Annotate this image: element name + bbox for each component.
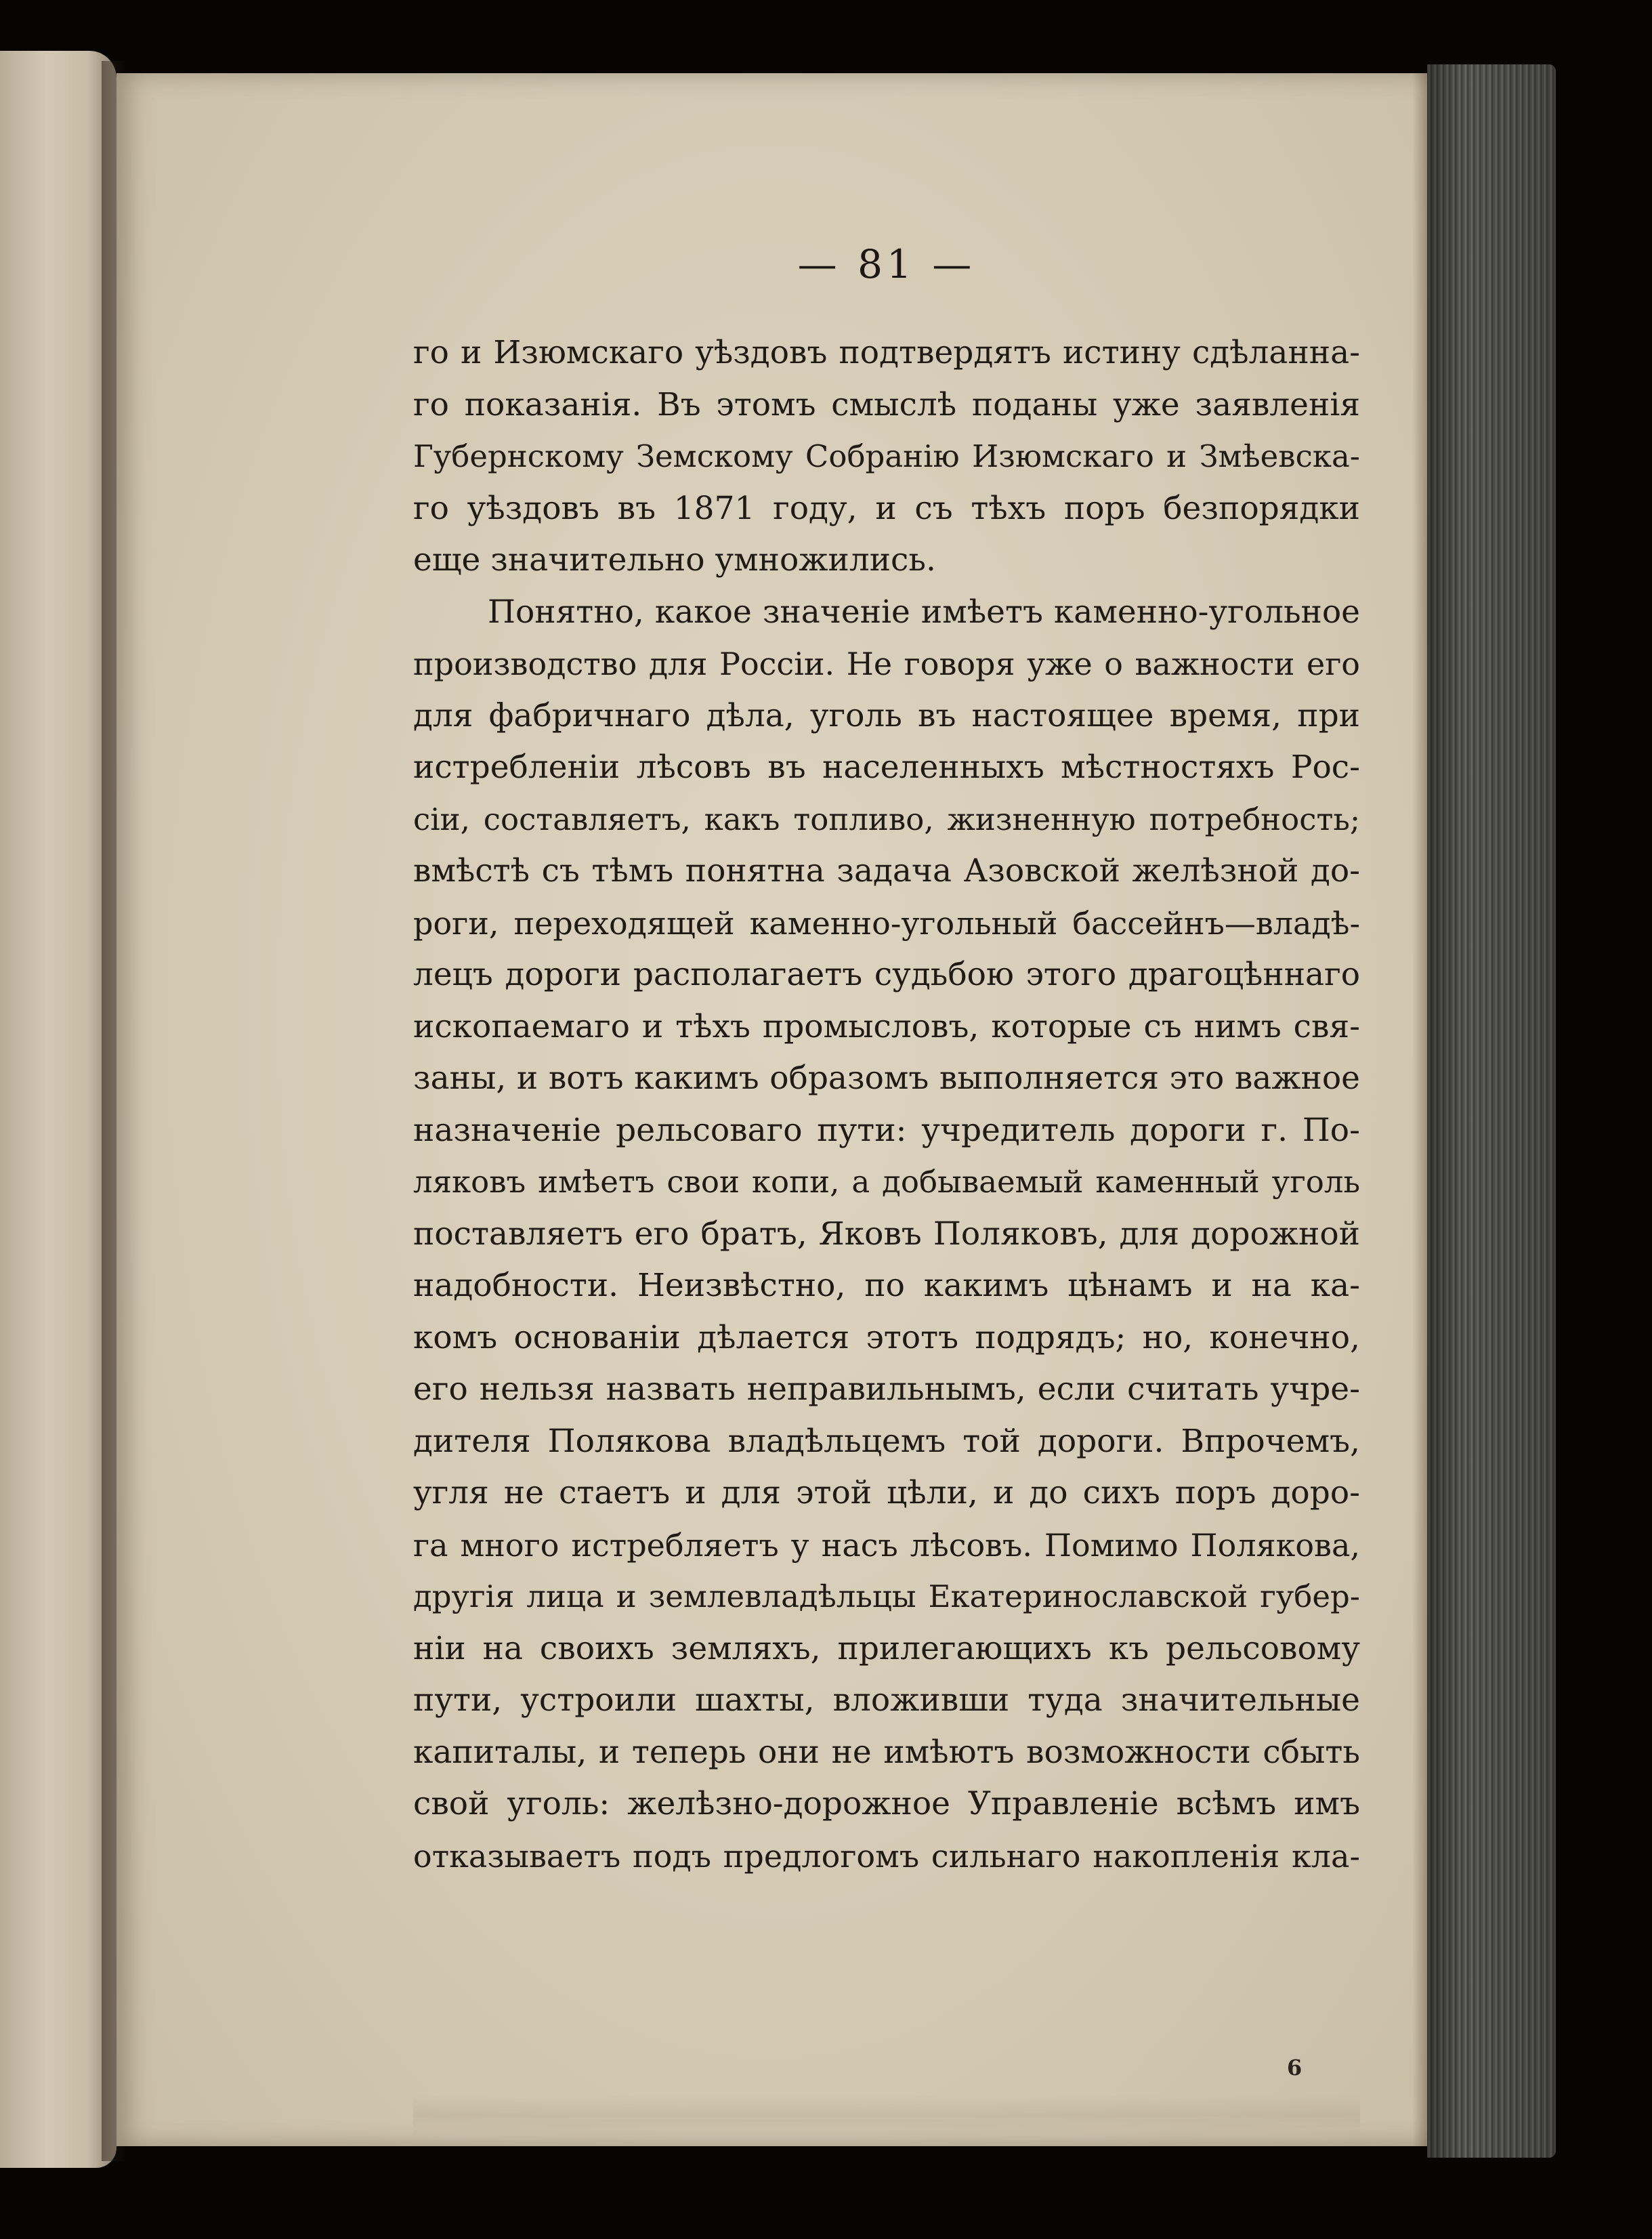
text-line: поставляетъ его братъ, Яковъ Поляковъ, для дорожной <box>413 1215 1360 1253</box>
text-line: сіи, составляетъ, какъ топливо, жизненную потребность; <box>413 801 1360 837</box>
text-line: лецъ дороги располагаетъ судьбою этого драгоцѣннаго <box>413 956 1360 993</box>
text-line: еще значительно умножились. <box>413 541 936 579</box>
text-line: Губернскому Земскому Собранію Изюмскаго и Змѣевска- <box>413 438 1360 474</box>
text-line: заны, и вотъ какимъ образомъ выполняется это важное <box>413 1060 1360 1097</box>
text-line: ископаемаго и тѣхъ промысловъ, которые съ нимъ свя- <box>413 1007 1360 1045</box>
text-line: га много истребляетъ у насъ лѣсовъ. Помимо Полякова, <box>413 1526 1360 1564</box>
bleed-through <box>413 2095 1360 2136</box>
text-line: его нельзя назвать неправильнымъ, если считать учре- <box>413 1370 1360 1408</box>
text-line: истребленіи лѣсовъ въ населенныхъ мѣстностяхъ Рос- <box>413 749 1360 786</box>
text-line: пути, устроили шахты, вложивши туда значительные <box>413 1681 1360 1719</box>
page-edges <box>1427 64 1556 2158</box>
text-line: надобности. Неизвѣстно, по какимъ цѣнамъ и на ка- <box>413 1267 1360 1304</box>
text-line: вмѣстѣ съ тѣмъ понятна задача Азовской желѣзной до- <box>413 852 1360 890</box>
body-text <box>413 327 1360 1882</box>
text-line: ляковъ имѣетъ свои копи, а добываемый каменный уголь <box>413 1164 1360 1200</box>
text-line: ніи на своихъ земляхъ, прилегающихъ къ рельсовому <box>413 1629 1360 1667</box>
text-line: угля не стаетъ и для этой цѣли, и до сихъ поръ доро- <box>413 1474 1360 1511</box>
text-line: назначеніе рельсоваго пути: учредитель дороги г. По- <box>413 1111 1360 1149</box>
text-line: дителя Полякова владѣльцемъ той дороги. Впрочемъ, <box>413 1422 1360 1460</box>
page-number: — 81 — <box>797 241 976 287</box>
text-line: отказываетъ подъ предлогомъ сильнаго накопленія кла- <box>413 1837 1360 1875</box>
signature-mark: 6 <box>1287 2055 1302 2080</box>
text-line: го показанія. Въ этомъ смыслѣ поданы уже заявленія <box>413 385 1360 423</box>
text-line: го уѣздовъ въ 1871 году, и съ тѣхъ поръ безпорядки <box>413 489 1360 527</box>
text-line: комъ основаніи дѣлается этотъ подрядъ; но, конечно, <box>413 1318 1360 1356</box>
text-line: го и Изюмскаго уѣздовъ подтвердятъ истину сдѣланна- <box>413 334 1360 371</box>
text-line: другія лица и землевладѣльцы Екатеринославской губер- <box>413 1578 1360 1614</box>
left-page-edge <box>0 51 117 2168</box>
text-line: для фабричнаго дѣла, уголь въ настоящее время, при <box>413 696 1360 734</box>
text-line: Понятно, какое значеніе имѣетъ каменно-угольное <box>488 593 1360 631</box>
book-page <box>117 73 1427 2146</box>
text-line: роги, переходящей каменно-угольный бассейнъ—владѣ- <box>413 904 1360 942</box>
text-line: свой уголь: желѣзно-дорожное Управленіе всѣмъ имъ <box>413 1785 1360 1822</box>
text-line: производство для Россіи. Не говоря уже о важности его <box>413 646 1360 682</box>
text-line: капиталы, и теперь они не имѣютъ возможности сбыть <box>413 1733 1360 1771</box>
